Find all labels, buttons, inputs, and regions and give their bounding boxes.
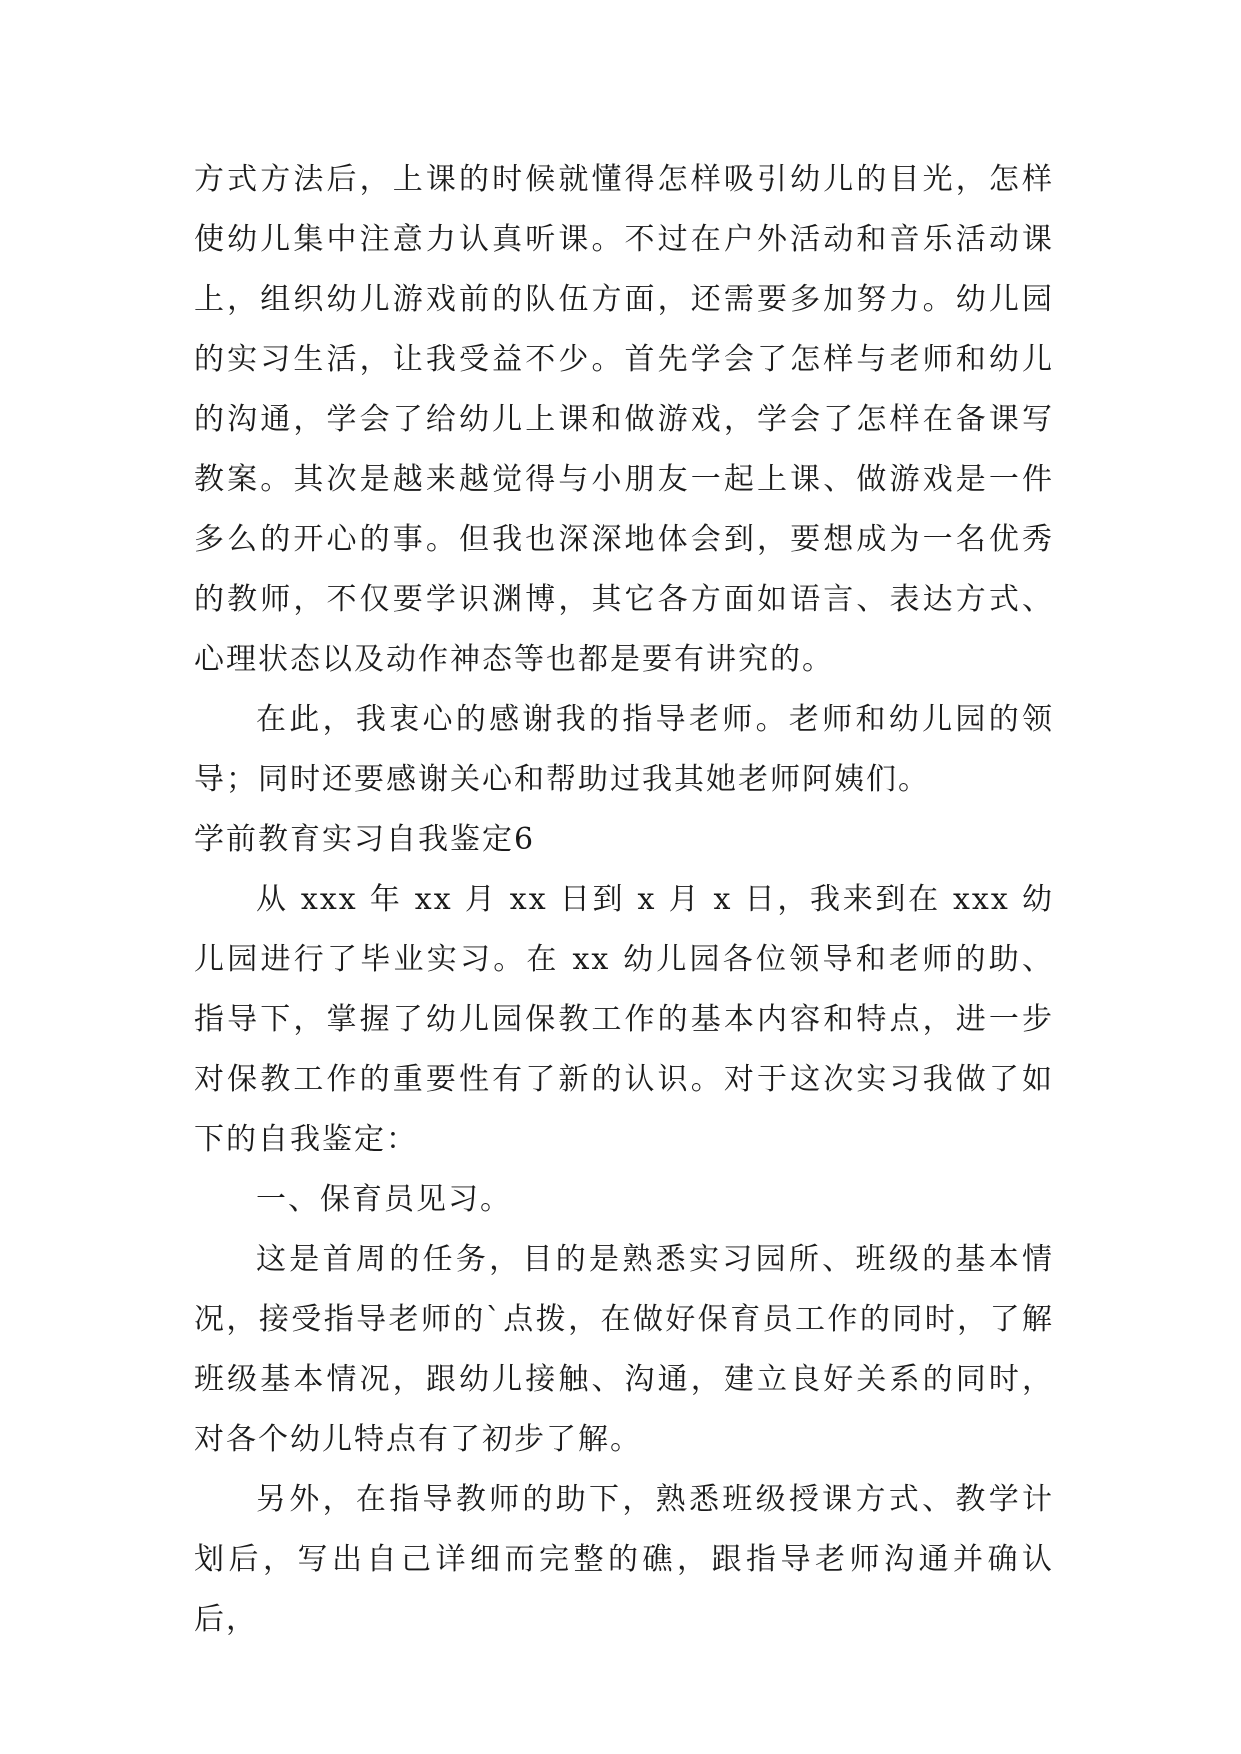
section-heading: 学前教育实习自我鉴定6: [194, 822, 536, 857]
paragraph-intro: 从 xxx 年 xx 月 xx 日到 x 月 x 日，我来到在 xxx 幼儿园进行了毕业实习。在 xx 幼儿园各位领导和老师的助、指导下，掌握了幼儿园保教工作的基本内容和特点，进一步对保教工作的重要性有了新的认识。对于这次实习我做了如下的自我鉴定：: [194, 882, 1054, 1157]
document-body: [194, 150, 1054, 1650]
paragraph-continuation: 方式方法后，上课的时候就懂得怎样吸引幼儿的目光，怎样使幼儿集中注意力认真听课。不过在户外活动和音乐活动课上，组织幼儿游戏前的队伍方面，还需要多加努力。幼儿园的实习生活，让我受益不少。首先学会了怎样与老师和幼儿的沟通，学会了给幼儿上课和做游戏，学会了怎样在备课写教案。其次是越来越觉得与小朋友一起上课、做游戏是一件多么的开心的事。但我也深深地体会到，要想成为一名优秀的教师，不仅要学识渊博，其它各方面如语言、表达方式、心理状态以及动作神态等也都是要有讲究的。: [194, 162, 1054, 677]
paragraph-subheading: 一、保育员见习。: [256, 1182, 512, 1217]
paragraph-thanks: 在此，我衷心的感谢我的指导老师。老师和幼儿园的领导；同时还要感谢关心和帮助过我其她老师阿姨们。: [194, 702, 1054, 797]
paragraph-first-week: 这是首周的任务，目的是熟悉实习园所、班级的基本情况，接受指导老师的`点拨，在做好保育员工作的同时，了解班级基本情况，跟幼儿接触、沟通，建立良好关系的同时，对各个幼儿特点有了初步了解。: [194, 1242, 1054, 1457]
paragraph-additionally: 另外，在指导教师的助下，熟悉班级授课方式、教学计划后，写出自己详细而完整的礁，跟指导老师沟通并确认后，: [194, 1482, 1054, 1637]
